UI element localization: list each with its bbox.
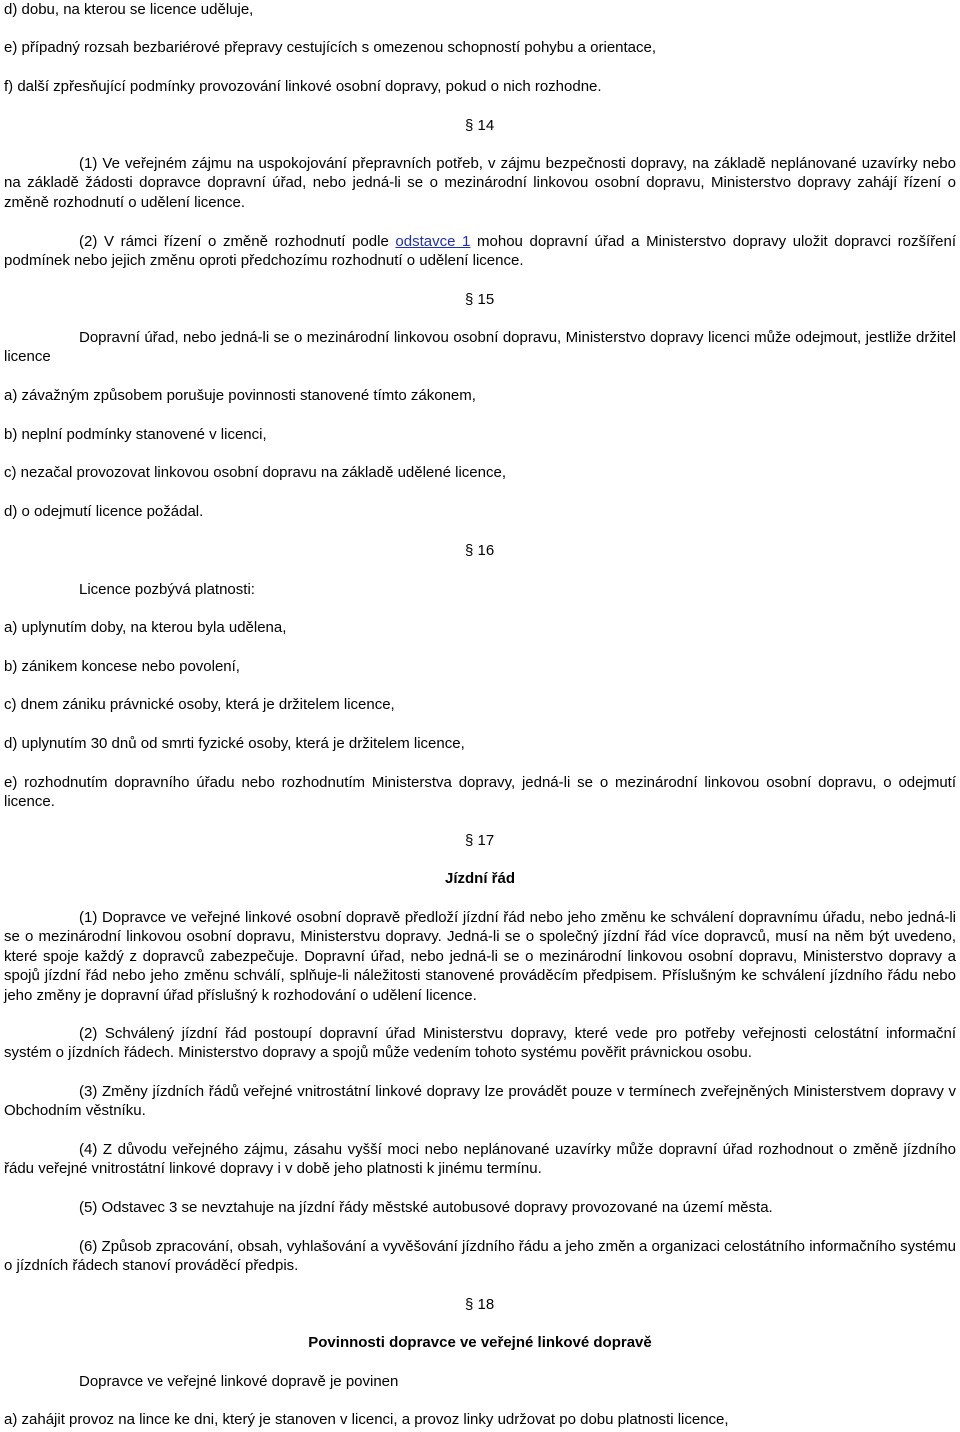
section-17-paragraph-1: (1) Dopravce ve veřejné linkové osobní dopravě předloží jízdní řád nebo jeho změnu ke schválení dopravnímu úřadu, nebo jedná-li se o mezinárodní linkovou osobní dopravu, Ministerstvu dopravy. Jedná-li se o společný jízdní řád více dopravců, musí na něm být uvedeno, které spoje každý z dopravců zabezpečuje. Dopravní úřad, nebo jedná-li se o mezinárodní linkovou osobní dopravu, Ministerstvo dopravy a spojů jízdní řád nebo jeho změnu schválí, splňuje-li náležitosti stanovené prováděcím předpisem. Příslušným ke schválení jízdního řádu nebo jeho změny je dopravní úřad příslušný k rozhodování o udělení licence. [4,909,956,1004]
section-18-number: § 18 [465,1296,495,1313]
section-16-item-a: a) uplynutím doby, na kterou byla udělena, [4,619,287,636]
section-15-item-b: b) neplní podmínky stanovené v licenci, [4,426,267,443]
paragraph-2-text-end: mohou dopravní úřad a Ministerstvo dopravy uložit dopravci rozšíření podmínek nebo jejich změnu oproti předchozímu rozhodnutí o udělení licence. [4,233,957,270]
section-16-item-c: c) dnem zániku právnické osoby, která je držitelem licence, [4,696,395,713]
section-17-paragraph-2: (2) Schválený jízdní řád postoupí dopravní úřad Ministerstvu dopravy, které vede pro potřeby veřejnosti celostátní informační systém o jízdních řádech. Ministerstvo dopravy a spojů může vedením tohoto systému pověřit právnickou osobu. [4,1025,956,1062]
section-17-number: § 17 [465,832,495,849]
section-15-number: § 15 [465,291,495,308]
section-14-paragraph-1: (1) Ve veřejném zájmu na uspokojování přepravních potřeb, v zájmu bezpečnosti dopravy, na základě neplánované uzavírky nebo na základě žádosti dopravce dopravní úřad, nebo jedná-li se o mezinárodní linkovou osobní dopravu, Ministerstvo dopravy zahájí řízení o změně rozhodnutí o udělení licence. [4,155,956,211]
list-item-e: e) případný rozsah bezbariérové přepravy cestujících s omezenou schopností pohybu a orientace, [4,39,657,56]
list-item-f: f) další zpřesňující podmínky provozování linkové osobní dopravy, pokud o nich rozhodne. [4,78,602,95]
section-15-item-d: d) o odejmutí licence požádal. [4,503,204,520]
section-17-paragraph-5: (5) Odstavec 3 se nevztahuje na jízdní řády městské autobusové dopravy provozované na území města. [79,1199,773,1216]
section-17-paragraph-6: (6) Způsob zpracování, obsah, vyhlašování a vyvěšování jízdního řádu a jeho změn a organizaci celostátního informačního systému o jízdních řádech stanoví prováděcí předpis. [4,1238,956,1275]
section-18-title: Povinnosti dopravce ve veřejné linkové dopravě [308,1334,652,1351]
section-17-paragraph-4: (4) Z důvodu veřejného zájmu, zásahu vyšší moci nebo neplánované uzavírky může dopravní úřad rozhodnout o změně jízdního řádu veřejné vnitrostátní linkové dopravy i v době jeho platnosti k jinému termínu. [4,1141,956,1178]
section-15-intro: Dopravní úřad, nebo jedná-li se o mezinárodní linkovou osobní dopravu, Ministerstvo dopravy licenci může odejmout, jestliže držitel licence [4,329,956,366]
section-15-item-c: c) nezačal provozovat linkovou osobní dopravu na základě udělené licence, [4,464,506,481]
list-item-d: d) dobu, na kterou se licence uděluje, [4,1,254,18]
section-16-item-d: d) uplynutím 30 dnů od smrti fyzické osoby, která je držitelem licence, [4,735,465,752]
section-14-number: § 14 [465,117,495,134]
section-18-intro: Dopravce ve veřejné linkové dopravě je povinen [79,1373,399,1390]
section-16-item-b: b) zánikem koncese nebo povolení, [4,658,240,675]
section-16-item-e: e) rozhodnutím dopravního úřadu nebo rozhodnutím Ministerstva dopravy, jedná-li se o mezinárodní linkovou osobní dopravu, o odejmutí licence. [4,774,956,811]
odstavce-1-link[interactable]: odstavce 1 [395,233,471,250]
section-16-number: § 16 [465,542,495,559]
section-15-item-a: a) závažným způsobem porušuje povinnosti stanovené tímto zákonem, [4,387,476,404]
section-17-title: Jízdní řád [444,870,515,887]
section-14-paragraph-2 [4,232,956,271]
section-18-item-a: a) zahájit provoz na lince ke dni, který je stanoven v licenci, a provoz linky udržovat po dobu platnosti licence, [4,1411,729,1428]
paragraph-2-text-start: (2) V rámci řízení o změně rozhodnutí podle [79,233,396,250]
section-16-intro: Licence pozbývá platnosti: [79,581,255,598]
section-17-paragraph-3: (3) Změny jízdních řádů veřejné vnitrostátní linkové dopravy lze provádět pouze v termínech zveřejněných Ministerstvem dopravy v Obchodním věstníku. [4,1083,956,1120]
